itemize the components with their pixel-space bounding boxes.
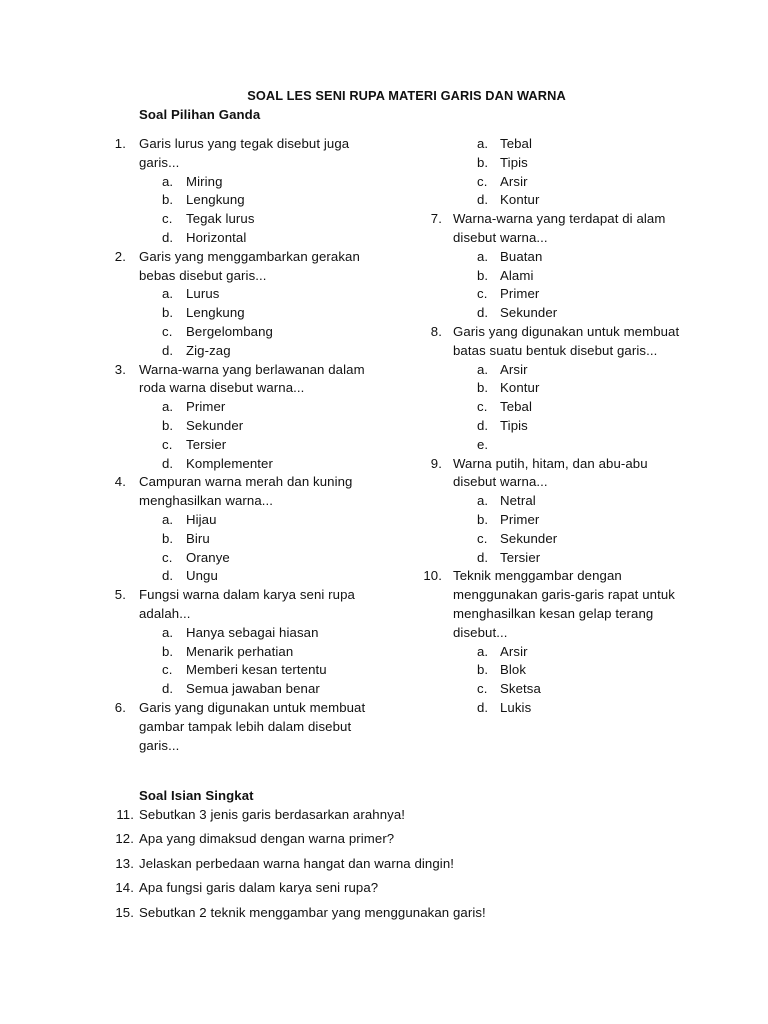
option-text: Buatan bbox=[500, 248, 543, 264]
question-text: Warna-warna yang terdapat di alam bbox=[453, 211, 666, 227]
question-text: disebut warna... bbox=[453, 474, 548, 490]
option-text: Tersier bbox=[500, 549, 541, 565]
option-letter: a. bbox=[162, 511, 174, 527]
option-text: Alami bbox=[500, 267, 534, 283]
option-letter: b. bbox=[162, 417, 174, 433]
option-text: Sekunder bbox=[186, 417, 244, 433]
option-text: Tipis bbox=[500, 417, 528, 433]
option-text: Hijau bbox=[186, 511, 217, 527]
option-text: Kontur bbox=[500, 380, 540, 396]
pilihan-ganda-heading: Soal Pilihan Ganda bbox=[139, 107, 261, 122]
option-letter: d. bbox=[477, 699, 489, 715]
option-text: Tersier bbox=[186, 436, 227, 452]
question-text: Campuran warna merah dan kuning bbox=[139, 474, 353, 490]
option-text: Tegak lurus bbox=[186, 211, 255, 227]
option-letter: c. bbox=[477, 173, 488, 189]
option-text: Menarik perhatian bbox=[186, 643, 294, 659]
question-text: Jelaskan perbedaan warna hangat dan warna dingin! bbox=[139, 855, 455, 871]
question-text: garis... bbox=[139, 154, 180, 170]
option-text: Arsir bbox=[500, 361, 528, 377]
option-text: Primer bbox=[500, 286, 540, 302]
question-text: gambar tampak lebih dalam disebut bbox=[139, 718, 352, 734]
question-text: Garis yang digunakan untuk membuat bbox=[453, 323, 680, 339]
option-letter: c. bbox=[477, 399, 488, 415]
option-letter: b. bbox=[162, 530, 174, 546]
option-letter: a. bbox=[162, 399, 174, 415]
option-letter: a. bbox=[477, 136, 489, 151]
question-text: menghasilkan kesan gelap terang bbox=[453, 605, 654, 621]
option-letter: b. bbox=[162, 643, 174, 659]
question-text: menghasilkan warna... bbox=[139, 493, 274, 509]
option-text: Tebal bbox=[500, 136, 533, 151]
question-text: disebut warna... bbox=[453, 229, 548, 245]
option-letter: c. bbox=[477, 681, 488, 697]
option-letter: d. bbox=[477, 305, 489, 321]
question-number: 3. bbox=[114, 361, 126, 377]
question-text: Sebutkan 3 jenis garis berdasarkan arahnya! bbox=[139, 807, 406, 822]
question-number: 6. bbox=[114, 699, 126, 715]
option-letter: b. bbox=[477, 662, 489, 678]
option-letter: c. bbox=[162, 549, 173, 565]
option-text: Primer bbox=[500, 511, 540, 527]
question-text: Warna-warna yang berlawanan dalam bbox=[139, 361, 365, 377]
question-text: batas suatu bentuk disebut garis... bbox=[453, 342, 658, 358]
question-number: 9. bbox=[430, 455, 442, 471]
option-text: Hanya sebagai hiasan bbox=[186, 624, 319, 640]
option-letter: c. bbox=[162, 662, 173, 678]
question-number: 8. bbox=[430, 323, 442, 339]
option-text: Blok bbox=[500, 662, 527, 678]
option-text: Netral bbox=[500, 493, 536, 509]
option-letter: c. bbox=[162, 436, 173, 452]
option-letter: c. bbox=[477, 286, 488, 302]
option-letter: d. bbox=[477, 549, 489, 565]
question-text: adalah... bbox=[139, 605, 191, 621]
option-letter: b. bbox=[162, 305, 174, 321]
option-letter: c. bbox=[162, 211, 173, 227]
option-letter: a. bbox=[477, 248, 489, 264]
question-text: Garis lurus yang tegak disebut juga bbox=[139, 136, 350, 151]
option-text: Primer bbox=[186, 399, 226, 415]
option-text: Oranye bbox=[186, 549, 230, 565]
option-text: Arsir bbox=[500, 643, 528, 659]
option-text: Zig-zag bbox=[186, 342, 231, 358]
question-text: bebas disebut garis... bbox=[139, 267, 267, 283]
option-letter: b. bbox=[162, 192, 174, 208]
question-number: 12. bbox=[115, 831, 134, 847]
isian-singkat-heading: Soal Isian Singkat bbox=[139, 788, 254, 803]
option-text: Horizontal bbox=[186, 229, 247, 245]
option-text: Lukis bbox=[500, 699, 532, 715]
option-letter: b. bbox=[477, 267, 489, 283]
option-letter: a. bbox=[477, 361, 489, 377]
option-letter: b. bbox=[477, 154, 489, 170]
option-text: Semua jawaban benar bbox=[186, 681, 320, 697]
question-number: 5. bbox=[114, 587, 126, 603]
option-text: Sekunder bbox=[500, 530, 558, 546]
option-letter: a. bbox=[162, 286, 174, 302]
option-text: Ungu bbox=[186, 568, 218, 584]
option-text: Arsir bbox=[500, 173, 528, 189]
option-text: Lengkung bbox=[186, 305, 245, 321]
option-text: Tipis bbox=[500, 154, 528, 170]
question-text: Garis yang menggambarkan gerakan bbox=[139, 248, 360, 264]
option-letter: d. bbox=[162, 342, 174, 358]
option-letter: d. bbox=[477, 417, 489, 433]
option-text: Kontur bbox=[500, 192, 540, 208]
question-number: 10. bbox=[423, 568, 442, 584]
option-letter: e. bbox=[477, 436, 489, 452]
option-text: Memberi kesan tertentu bbox=[186, 662, 327, 678]
option-text: Bergelombang bbox=[186, 323, 273, 339]
question-text: Fungsi warna dalam karya seni rupa bbox=[139, 587, 355, 603]
option-letter: c. bbox=[162, 323, 173, 339]
option-letter: b. bbox=[477, 511, 489, 527]
question-number: 13. bbox=[115, 855, 134, 871]
option-letter: a. bbox=[162, 624, 174, 640]
option-letter: a. bbox=[477, 643, 489, 659]
option-letter: a. bbox=[477, 493, 489, 509]
question-text: disebut... bbox=[453, 624, 508, 640]
question-text: Apa fungsi garis dalam karya seni rupa? bbox=[139, 880, 379, 896]
option-letter: a. bbox=[162, 173, 174, 189]
question-text: Teknik menggambar dengan bbox=[453, 568, 622, 584]
option-text: Sketsa bbox=[500, 681, 541, 697]
option-letter: d. bbox=[162, 229, 174, 245]
question-text: menggunakan garis-garis rapat untuk bbox=[453, 587, 675, 603]
option-letter: b. bbox=[477, 380, 489, 396]
option-letter: d. bbox=[162, 568, 174, 584]
question-text: Sebutkan 2 teknik menggambar yang menggunakan garis! bbox=[139, 904, 486, 920]
option-text: Miring bbox=[186, 173, 223, 189]
question-number: 14. bbox=[115, 880, 134, 896]
question-text: Garis yang digunakan untuk membuat bbox=[139, 699, 366, 715]
option-text: Sekunder bbox=[500, 305, 558, 321]
question-number: 15. bbox=[115, 904, 134, 920]
option-letter: d. bbox=[162, 455, 174, 471]
question-text: garis... bbox=[139, 737, 180, 753]
question-text: Apa yang dimaksud dengan warna primer? bbox=[139, 831, 395, 847]
option-text: Komplementer bbox=[186, 455, 273, 471]
option-text: Biru bbox=[186, 530, 210, 546]
document-title: SOAL LES SENI RUPA MATERI GARIS DAN WARNA bbox=[247, 88, 566, 103]
question-text: Warna putih, hitam, dan abu-abu bbox=[453, 455, 648, 471]
question-text: roda warna disebut warna... bbox=[139, 380, 305, 396]
question-number: 1. bbox=[114, 136, 126, 151]
option-letter: c. bbox=[477, 530, 488, 546]
option-text: Lurus bbox=[186, 286, 220, 302]
option-text: Tebal bbox=[500, 399, 533, 415]
question-number: 2. bbox=[114, 248, 126, 264]
option-text: Lengkung bbox=[186, 192, 245, 208]
option-letter: d. bbox=[162, 681, 174, 697]
question-number: 4. bbox=[114, 474, 126, 490]
question-number: 7. bbox=[430, 211, 442, 227]
option-letter: d. bbox=[477, 192, 489, 208]
question-number: 11. bbox=[116, 807, 134, 822]
